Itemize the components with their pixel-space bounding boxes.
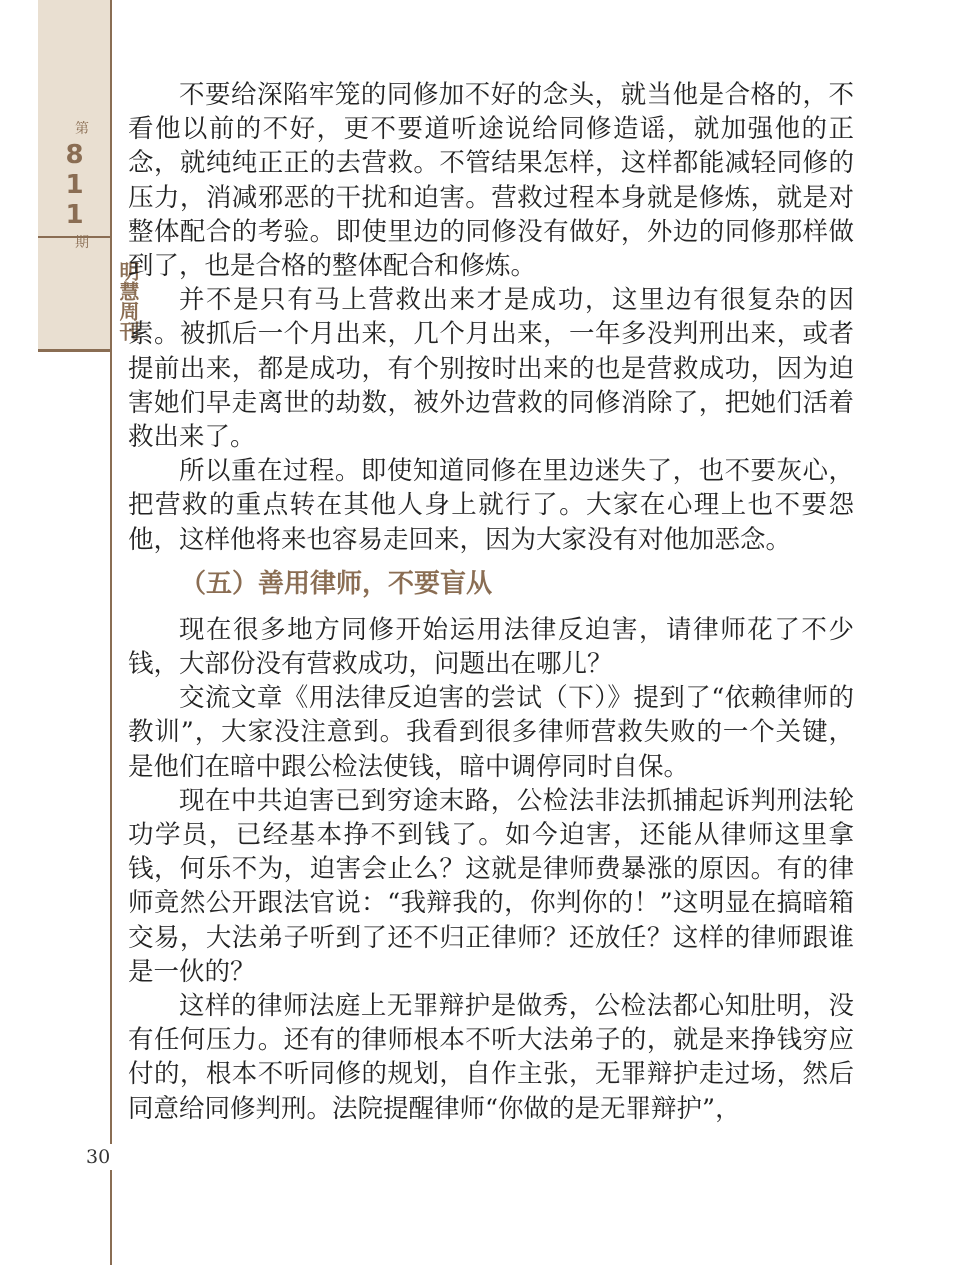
sidebar-divider [38,236,110,238]
paragraph: 所以重在过程。即使知道同修在里边迷失了，也不要灰心，把营救的重点转在其他人身上就行了。大家在心理上也不要怨他，这样他将来也容易走回来，因为大家没有对他加恶念。 [128,456,854,555]
issue-number: 811 [59,140,90,230]
article-body [128,78,854,1126]
paragraph: 交流文章《用法律反迫害的尝试（下）》提到了“依赖律师的教训”，大家没注意到。我看到很多律师营救失败的一个关键，是他们在暗中跟公检法使钱，暗中调停同时自保。 [128,683,854,782]
paragraph: 这样的律师法庭上无罪辩护是做秀，公检法都心知肚明，没有任何压力。还有的律师根本不听大法弟子的，就是来挣钱穷应付的，根本不听同修的规划，自作主张，无罪辩护走过场，然后同意给同修判刑。法院提醒律师“你做的是无罪辩护”， [128,991,854,1124]
issue-sidebar-tab [38,0,140,352]
magazine-name: 明慧周刊 [116,261,140,341]
page-number: 30 [86,1144,126,1170]
section-heading: （五）善用律师，不要盲从 [180,568,493,599]
paragraph: 并不是只有马上营救出来才是成功，这里边有很复杂的因素。被抓后一个月出来，几个月出来，一年多没判刑出来，或者提前出来，都是成功，有个别按时出来的也是营救成功，因为迫害她们早走离世的劫数，被外边营救的同修消除了，把她们活着救出来了。 [128,285,854,453]
paragraph: 不要给深陷牢笼的同修加不好的念头，就当他是合格的，不看他以前的不好，更不要道听途说给同修造谣，就加强他的正念，就纯纯正正的去营救。不管结果怎样，这样都能减轻同修的压力，消减邪恶的干扰和迫害。营救过程本身就是修炼，就是对整体配合的考验。即使里边的同修没有做好，外边的同修那样做到了，也是合格的整体配合和修炼。 [128,80,854,282]
paragraph: 现在中共迫害已到穷途末路，公检法非法抓捕起诉判刑法轮功学员，已经基本挣不到钱了。如今迫害，还能从律师这里拿钱，何乐不为，迫害会止么？这就是律师费暴涨的原因。有的律师竟然公开跟法官说：“我辩我的，你判你的！”这明显在搞暗箱交易，大法弟子听到了还不归正律师？还放任？这样的律师跟谁是一伙的？ [128,785,854,987]
paragraph: 现在很多地方同修开始运用法律反迫害，请律师花了不少钱，大部份没有营救成功，问题出在哪儿？ [128,614,854,680]
issue-label [38,120,110,252]
margin-rule [110,0,112,1265]
issue-prefix: 第 [75,121,89,137]
issue-suffix: 期 [75,235,89,251]
